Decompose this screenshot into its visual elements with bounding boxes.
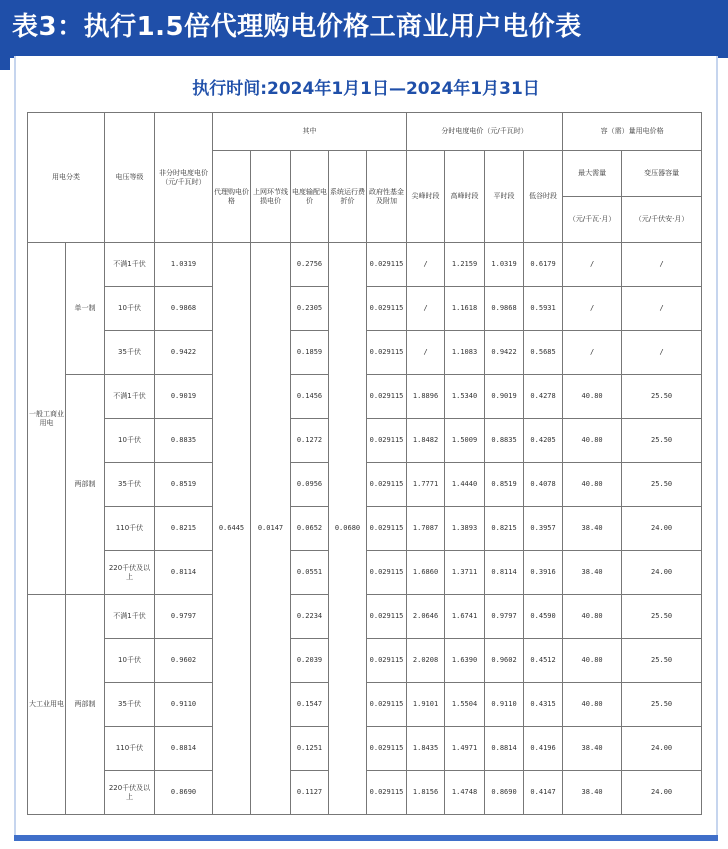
non-tou-cell: 0.8114 — [155, 551, 213, 595]
peak-cell: / — [407, 243, 445, 287]
transformer-cell: / — [622, 331, 702, 375]
max-demand-cell: 40.80 — [563, 463, 622, 507]
valley-cell: 0.4205 — [524, 419, 563, 463]
flat-cell: 1.0319 — [485, 243, 524, 287]
peak-cell: 1.7771 — [407, 463, 445, 507]
high-cell: 1.5340 — [445, 375, 485, 419]
peak-cell: 1.8156 — [407, 771, 445, 815]
gov-fund-cell: 0.029115 — [367, 727, 407, 771]
header-valley: 低谷时段 — [524, 151, 563, 243]
trans-cell: 0.1251 — [291, 727, 329, 771]
header-max-demand: 最大需量 — [563, 151, 622, 197]
header-flat: 平时段 — [485, 151, 524, 243]
valley-cell: 0.6179 — [524, 243, 563, 287]
flat-cell: 0.9422 — [485, 331, 524, 375]
max-demand-cell: / — [563, 243, 622, 287]
voltage-cell: 10千伏 — [105, 639, 155, 683]
non-tou-cell: 0.8814 — [155, 727, 213, 771]
header-tou: 分时电度电价（元/千瓦时） — [407, 113, 563, 151]
group-general: 一般工商业用电 — [28, 243, 66, 595]
tariff-table — [27, 112, 702, 815]
voltage-cell: 220千伏及以上 — [105, 551, 155, 595]
high-cell: 1.6390 — [445, 639, 485, 683]
gov-fund-cell: 0.029115 — [367, 243, 407, 287]
transformer-cell: 25.50 — [622, 463, 702, 507]
high-cell: 1.1618 — [445, 287, 485, 331]
max-demand-cell: 38.40 — [563, 507, 622, 551]
voltage-cell: 35千伏 — [105, 331, 155, 375]
header-capacity: 容（需）量用电价格 — [563, 113, 702, 151]
gov-fund-cell: 0.029115 — [367, 507, 407, 551]
group-two-part: 两部制 — [66, 595, 105, 815]
page-title: 表3：执行1.5倍代理购电价格工商业用户电价表 — [12, 12, 582, 42]
trans-cell: 0.2234 — [291, 595, 329, 639]
flat-cell: 0.8814 — [485, 727, 524, 771]
gov-fund-cell: 0.029115 — [367, 419, 407, 463]
header-transformer-unit: （元/千伏安·月） — [622, 197, 702, 243]
gov-fund-cell: 0.029115 — [367, 287, 407, 331]
high-cell: 1.6741 — [445, 595, 485, 639]
transformer-cell: 25.50 — [622, 595, 702, 639]
valley-cell: 0.5685 — [524, 331, 563, 375]
non-tou-cell: 0.9422 — [155, 331, 213, 375]
max-demand-cell: 40.80 — [563, 419, 622, 463]
gov-fund-cell: 0.029115 — [367, 639, 407, 683]
gov-fund-cell: 0.029115 — [367, 771, 407, 815]
trans-cell: 0.1859 — [291, 331, 329, 375]
trans-cell: 0.1456 — [291, 375, 329, 419]
transformer-cell: 25.50 — [622, 683, 702, 727]
valley-cell: 0.5931 — [524, 287, 563, 331]
peak-cell: 1.6860 — [407, 551, 445, 595]
trans-cell: 0.1547 — [291, 683, 329, 727]
gov-fund-cell: 0.029115 — [367, 375, 407, 419]
peak-cell: 1.7087 — [407, 507, 445, 551]
transformer-cell: 25.50 — [622, 639, 702, 683]
non-tou-cell: 0.9110 — [155, 683, 213, 727]
high-cell: 1.3711 — [445, 551, 485, 595]
header-trans: 电度输配电价 — [291, 151, 329, 243]
transformer-cell: 24.00 — [622, 551, 702, 595]
non-tou-cell: 0.9019 — [155, 375, 213, 419]
gov-fund-cell: 0.029115 — [367, 463, 407, 507]
gov-fund-cell: 0.029115 — [367, 551, 407, 595]
transformer-cell: 24.00 — [622, 727, 702, 771]
header-gov: 政府性基金及附加 — [367, 151, 407, 243]
flat-cell: 0.8215 — [485, 507, 524, 551]
header-system: 系统运行费折价 — [329, 151, 367, 243]
header-high: 高峰时段 — [445, 151, 485, 243]
valley-cell: 0.4315 — [524, 683, 563, 727]
max-demand-cell: 40.80 — [563, 375, 622, 419]
upper-loss-cell: 0.0147 — [251, 243, 291, 815]
voltage-cell: 不满1千伏 — [105, 595, 155, 639]
trans-cell: 0.0652 — [291, 507, 329, 551]
gov-fund-cell: 0.029115 — [367, 595, 407, 639]
high-cell: 1.5504 — [445, 683, 485, 727]
flat-cell: 0.9797 — [485, 595, 524, 639]
banner-edge — [0, 58, 10, 70]
high-cell: 1.5009 — [445, 419, 485, 463]
flat-cell: 0.9019 — [485, 375, 524, 419]
voltage-cell: 220千伏及以上 — [105, 771, 155, 815]
trans-cell: 0.0956 — [291, 463, 329, 507]
high-cell: 1.3893 — [445, 507, 485, 551]
peak-cell: 1.9101 — [407, 683, 445, 727]
non-tou-cell: 0.8519 — [155, 463, 213, 507]
trans-cell: 0.2039 — [291, 639, 329, 683]
transformer-cell: 25.50 — [622, 375, 702, 419]
non-tou-cell: 0.9602 — [155, 639, 213, 683]
group-two-part: 两部制 — [66, 375, 105, 595]
header-proxy: 代理购电价格 — [213, 151, 251, 243]
title-banner — [0, 0, 728, 58]
flat-cell: 0.9868 — [485, 287, 524, 331]
valley-cell: 0.4590 — [524, 595, 563, 639]
flat-cell: 0.9110 — [485, 683, 524, 727]
flat-cell: 0.9602 — [485, 639, 524, 683]
valley-cell: 0.3957 — [524, 507, 563, 551]
voltage-cell: 110千伏 — [105, 727, 155, 771]
peak-cell: / — [407, 287, 445, 331]
card-shadow — [14, 835, 718, 841]
voltage-cell: 35千伏 — [105, 683, 155, 727]
group-large: 大工业用电 — [28, 595, 66, 815]
peak-cell: 1.8482 — [407, 419, 445, 463]
header-qizhong: 其中 — [213, 113, 407, 151]
max-demand-cell: 40.80 — [563, 683, 622, 727]
flat-cell: 0.8690 — [485, 771, 524, 815]
peak-cell: 2.0646 — [407, 595, 445, 639]
voltage-cell: 不满1千伏 — [105, 243, 155, 287]
peak-cell: 1.8896 — [407, 375, 445, 419]
trans-cell: 0.1127 — [291, 771, 329, 815]
high-cell: 1.4440 — [445, 463, 485, 507]
group-single: 单一制 — [66, 243, 105, 375]
valley-cell: 0.4278 — [524, 375, 563, 419]
valley-cell: 0.4147 — [524, 771, 563, 815]
header-non-tou: 非分时电度电价（元/千瓦时） — [155, 113, 213, 243]
header-category: 用电分类 — [28, 113, 105, 243]
header-transformer: 变压器容量 — [622, 151, 702, 197]
transformer-cell: 25.50 — [622, 419, 702, 463]
voltage-cell: 不满1千伏 — [105, 375, 155, 419]
system-fee-cell: 0.0680 — [329, 243, 367, 815]
valley-cell: 0.4196 — [524, 727, 563, 771]
valley-cell: 0.4512 — [524, 639, 563, 683]
gov-fund-cell: 0.029115 — [367, 331, 407, 375]
high-cell: 1.4971 — [445, 727, 485, 771]
max-demand-cell: 40.80 — [563, 639, 622, 683]
effective-date: 执行时间:2024年1月1日—2024年1月31日 — [192, 79, 540, 99]
transformer-cell: / — [622, 243, 702, 287]
flat-cell: 0.8519 — [485, 463, 524, 507]
high-cell: 1.2159 — [445, 243, 485, 287]
transformer-cell: 24.00 — [622, 507, 702, 551]
transformer-cell: 24.00 — [622, 771, 702, 815]
peak-cell: / — [407, 331, 445, 375]
valley-cell: 0.4078 — [524, 463, 563, 507]
max-demand-cell: 40.80 — [563, 595, 622, 639]
non-tou-cell: 0.9868 — [155, 287, 213, 331]
non-tou-cell: 0.8690 — [155, 771, 213, 815]
peak-cell: 1.8435 — [407, 727, 445, 771]
trans-cell: 0.2756 — [291, 243, 329, 287]
proxy-price-cell: 0.6445 — [213, 243, 251, 815]
non-tou-cell: 0.9797 — [155, 595, 213, 639]
voltage-cell: 10千伏 — [105, 419, 155, 463]
non-tou-cell: 0.8835 — [155, 419, 213, 463]
header-max-demand-unit: （元/千瓦·月） — [563, 197, 622, 243]
voltage-cell: 35千伏 — [105, 463, 155, 507]
trans-cell: 0.2305 — [291, 287, 329, 331]
max-demand-cell: / — [563, 287, 622, 331]
non-tou-cell: 1.0319 — [155, 243, 213, 287]
flat-cell: 0.8114 — [485, 551, 524, 595]
voltage-cell: 110千伏 — [105, 507, 155, 551]
transformer-cell: / — [622, 287, 702, 331]
header-voltage: 电压等级 — [105, 113, 155, 243]
max-demand-cell: 38.40 — [563, 771, 622, 815]
high-cell: 1.4748 — [445, 771, 485, 815]
max-demand-cell: 38.40 — [563, 727, 622, 771]
high-cell: 1.1083 — [445, 331, 485, 375]
voltage-cell: 10千伏 — [105, 287, 155, 331]
non-tou-cell: 0.8215 — [155, 507, 213, 551]
peak-cell: 2.0208 — [407, 639, 445, 683]
trans-cell: 0.1272 — [291, 419, 329, 463]
table-card — [14, 56, 718, 837]
header-peak: 尖峰时段 — [407, 151, 445, 243]
valley-cell: 0.3916 — [524, 551, 563, 595]
max-demand-cell: 38.40 — [563, 551, 622, 595]
header-upper: 上网环节线损电价 — [251, 151, 291, 243]
max-demand-cell: / — [563, 331, 622, 375]
gov-fund-cell: 0.029115 — [367, 683, 407, 727]
flat-cell: 0.8835 — [485, 419, 524, 463]
trans-cell: 0.0551 — [291, 551, 329, 595]
